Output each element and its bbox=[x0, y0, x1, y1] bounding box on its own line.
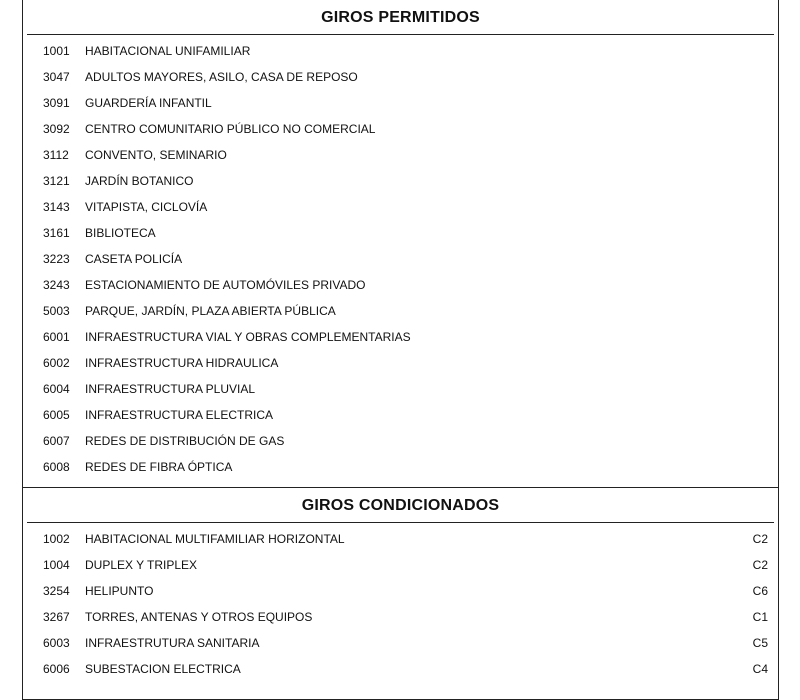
table-row bbox=[23, 272, 778, 298]
giro-description: TORRES, ANTENAS Y OTROS EQUIPOS bbox=[85, 610, 313, 624]
giro-condition: C2 bbox=[752, 558, 768, 572]
table-row bbox=[23, 454, 778, 480]
giro-code: 3143 bbox=[43, 200, 70, 214]
giro-description: INFRAESTRUCTURA VIAL Y OBRAS COMPLEMENTARIAS bbox=[85, 330, 411, 344]
giro-code: 6006 bbox=[43, 662, 70, 676]
giro-code: 3223 bbox=[43, 252, 70, 266]
giro-code: 1004 bbox=[43, 558, 70, 572]
giro-code: 3267 bbox=[43, 610, 70, 624]
giro-code: 6004 bbox=[43, 382, 70, 396]
giro-description: INFRAESTRUCTURA PLUVIAL bbox=[85, 382, 256, 396]
giro-condition: C4 bbox=[752, 662, 768, 676]
giro-description: REDES DE DISTRIBUCIÓN DE GAS bbox=[85, 434, 285, 448]
giro-condition: C5 bbox=[752, 636, 768, 650]
giro-code: 6002 bbox=[43, 356, 70, 370]
giro-description: GUARDERÍA INFANTIL bbox=[85, 96, 212, 110]
table-row bbox=[23, 526, 778, 552]
giro-code: 3254 bbox=[43, 584, 70, 598]
giro-code: 6003 bbox=[43, 636, 70, 650]
giro-code: 3243 bbox=[43, 278, 70, 292]
giro-description: BIBLIOTECA bbox=[85, 226, 156, 240]
giro-description: HABITACIONAL MULTIFAMILIAR HORIZONTAL bbox=[85, 532, 345, 546]
table-row bbox=[23, 168, 778, 194]
table-row bbox=[23, 402, 778, 428]
table-row bbox=[23, 324, 778, 350]
giro-code: 1001 bbox=[43, 44, 70, 58]
table-row bbox=[23, 220, 778, 246]
giro-description: ESTACIONAMIENTO DE AUTOMÓVILES PRIVADO bbox=[85, 278, 366, 292]
giro-description: INFRAESTRUCTURA HIDRAULICA bbox=[85, 356, 279, 370]
giro-description: INFRAESTRUTURA SANITARIA bbox=[85, 636, 260, 650]
condicionados-section bbox=[23, 488, 778, 682]
giro-code: 3121 bbox=[43, 174, 70, 188]
giro-condition: C2 bbox=[752, 532, 768, 546]
giro-code: 6001 bbox=[43, 330, 70, 344]
giro-code: 3112 bbox=[43, 148, 69, 162]
giro-code: 3092 bbox=[43, 122, 70, 136]
giro-description: VITAPISTA, CICLOVÍA bbox=[85, 200, 208, 214]
table-row bbox=[23, 376, 778, 402]
table-row bbox=[23, 246, 778, 272]
giro-description: HELIPUNTO bbox=[85, 584, 154, 598]
table-row bbox=[23, 428, 778, 454]
table-row bbox=[23, 194, 778, 220]
giro-code: 1002 bbox=[43, 532, 70, 546]
condicionados-list bbox=[23, 523, 778, 682]
giro-description: CONVENTO, SEMINARIO bbox=[85, 148, 227, 162]
table-row bbox=[23, 578, 778, 604]
table-row bbox=[23, 552, 778, 578]
table-row bbox=[23, 630, 778, 656]
giro-description: HABITACIONAL UNIFAMILIAR bbox=[85, 44, 251, 58]
giro-description: CASETA POLICÍA bbox=[85, 252, 183, 266]
giro-description: JARDÍN BOTANICO bbox=[85, 174, 194, 188]
table-row bbox=[23, 350, 778, 376]
table-row bbox=[23, 656, 778, 682]
table-row bbox=[23, 604, 778, 630]
giro-condition: C6 bbox=[752, 584, 768, 598]
giros-table bbox=[22, 0, 779, 700]
table-row bbox=[23, 38, 778, 64]
permitidos-section bbox=[23, 0, 778, 480]
giro-code: 3091 bbox=[43, 96, 70, 110]
permitidos-title: GIROS PERMITIDOS bbox=[27, 0, 774, 35]
giro-code: 6005 bbox=[43, 408, 70, 422]
table-row bbox=[23, 90, 778, 116]
table-row bbox=[23, 116, 778, 142]
giro-description: REDES DE FIBRA ÓPTICA bbox=[85, 460, 233, 474]
giro-code: 3047 bbox=[43, 70, 70, 84]
giro-description: CENTRO COMUNITARIO PÚBLICO NO COMERCIAL bbox=[85, 122, 376, 136]
giro-description: ADULTOS MAYORES, ASILO, CASA DE REPOSO bbox=[85, 70, 358, 84]
giro-description: INFRAESTRUCTURA ELECTRICA bbox=[85, 408, 274, 422]
giro-code: 6007 bbox=[43, 434, 70, 448]
table-row bbox=[23, 142, 778, 168]
giro-condition: C1 bbox=[752, 610, 768, 624]
giro-description: DUPLEX Y TRIPLEX bbox=[85, 558, 198, 572]
giro-code: 3161 bbox=[43, 226, 70, 240]
condicionados-title: GIROS CONDICIONADOS bbox=[27, 488, 774, 523]
table-row bbox=[23, 298, 778, 324]
giro-description: SUBESTACION ELECTRICA bbox=[85, 662, 241, 676]
table-row bbox=[23, 64, 778, 90]
giro-code: 5003 bbox=[43, 304, 70, 318]
giro-code: 6008 bbox=[43, 460, 70, 474]
giro-description: PARQUE, JARDÍN, PLAZA ABIERTA PÚBLICA bbox=[85, 304, 336, 318]
permitidos-list bbox=[23, 35, 778, 480]
